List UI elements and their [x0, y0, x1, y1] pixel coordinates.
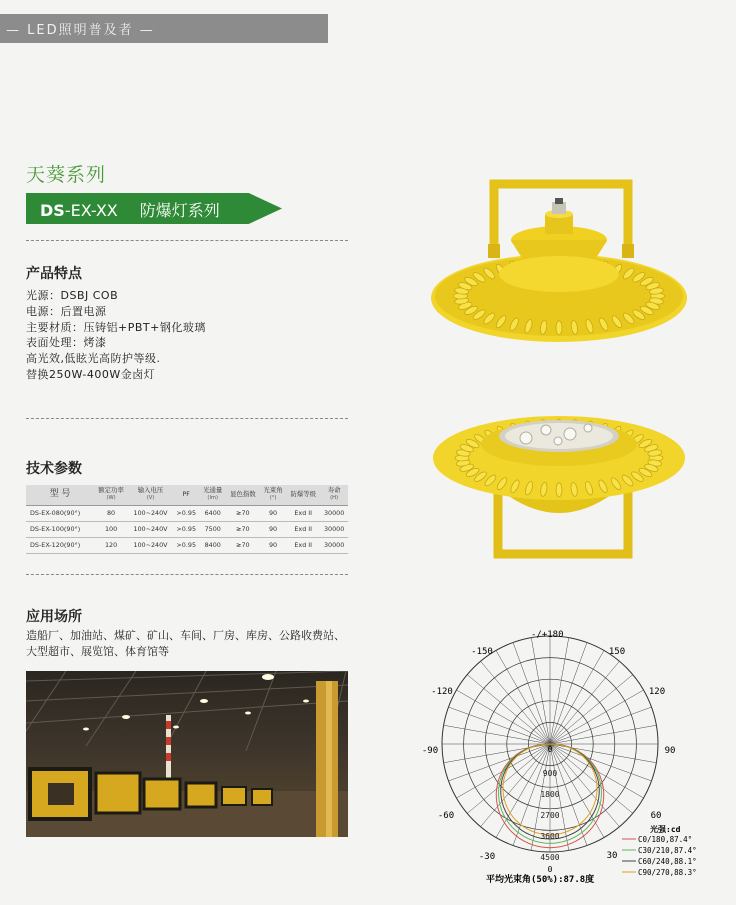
applications-title: 应用场所 [26, 609, 82, 625]
ring-label: 1800 [540, 790, 560, 799]
features-title: 产品特点 [26, 266, 82, 282]
lamp-fin [556, 321, 562, 335]
divider [26, 418, 348, 419]
feature-line: 电源：后置电源 [26, 304, 107, 318]
feature-line: 表面处理：烤漆 [26, 336, 107, 350]
angle-label: -120 [431, 687, 453, 697]
angle-label: 90 [664, 746, 676, 756]
applications-list [26, 628, 356, 660]
legend-title: 光强:cd [650, 825, 681, 834]
divider [26, 240, 348, 241]
spec-header: 型 号 [26, 485, 94, 505]
table-row: DS-EX-120(90°) 120 100~240V >0.95 8400 ≥70 90 Exd II 30000 [26, 537, 348, 553]
divider [26, 574, 348, 575]
lamp-bottom-view-image [428, 408, 690, 568]
specs-title: 技术参数 [26, 461, 82, 477]
features-list [26, 288, 206, 383]
legend-entry: C90/270,88.3° [638, 868, 697, 877]
feature-line: 替换250W-400W金卤灯 [26, 367, 156, 381]
angle-label: -30 [478, 852, 496, 862]
ring-label: 900 [542, 769, 558, 778]
angle-label: -90 [421, 746, 439, 756]
ring-label: 4500 [540, 853, 560, 862]
spec-header: 光束角 (°) [260, 485, 286, 505]
legend-entry: C0/180,87.4° [638, 835, 693, 844]
brand-band [0, 14, 328, 43]
series-title: 天葵系列 [26, 164, 107, 186]
table-row: DS-EX-100(90°) 100 100~240V >0.95 7500 ≥70 90 Exd II 30000 [26, 521, 348, 537]
spec-header: 显色指数 [226, 485, 260, 505]
model-prefix: DS [40, 201, 65, 220]
angle-label: -60 [437, 811, 455, 821]
ring-label: 2700 [540, 811, 560, 820]
brand-band-text: — LED照明普及者 — [6, 23, 155, 38]
angle-label: 0 [547, 865, 553, 874]
product-line: 防爆灯系列 [139, 201, 220, 220]
spec-header-row [26, 485, 348, 505]
factory-photo [26, 671, 348, 837]
feature-line: 主要材质：压铸铝+PBT+钢化玻璃 [26, 320, 206, 334]
spec-header: 额定功率 (W) [94, 485, 128, 505]
angle-label: 120 [648, 687, 666, 697]
lamp-top-view-image [428, 178, 690, 350]
table-row: DS-EX-080(90°) 80 100~240V >0.95 6400 ≥70 90 Exd II 30000 [26, 505, 348, 521]
model-banner [26, 193, 282, 224]
spec-table [26, 485, 348, 554]
angle-label: 150 [608, 647, 626, 657]
spec-header: 防爆等级 [286, 485, 320, 505]
application-line: 大型超市、展览馆、体育馆等 [26, 645, 169, 658]
feature-line: 光源：DSBJ COB [26, 289, 119, 302]
polar-light-distribution-diagram [400, 624, 730, 894]
application-line: 造船厂、加油站、煤矿、矿山、车间、厂房、库房、公路收费站、 [26, 629, 345, 642]
spec-header: 寿命 (H) [320, 485, 348, 505]
angle-label: -150 [471, 647, 493, 657]
spec-header: 光通量 (lm) [200, 485, 226, 505]
model-suffix: -EX-XX [64, 201, 118, 220]
angle-label: 0 [547, 745, 553, 754]
legend-entry: C30/210,87.4° [638, 846, 697, 855]
beam-angle-caption: 平均光束角(50%):87.8度 [486, 875, 595, 885]
legend-entry: C60/240,88.1° [638, 857, 697, 866]
angle-label: -/+180 [531, 630, 564, 640]
angle-label: 30 [606, 851, 618, 861]
ring-label: 3600 [540, 832, 560, 841]
spec-header: 输入电压 (V) [128, 485, 173, 505]
feature-line: 高光效,低眩光高防护等级. [26, 352, 161, 366]
spec-header: PF [173, 485, 200, 505]
lamp-fin [556, 483, 562, 497]
angle-label: 60 [650, 811, 662, 821]
